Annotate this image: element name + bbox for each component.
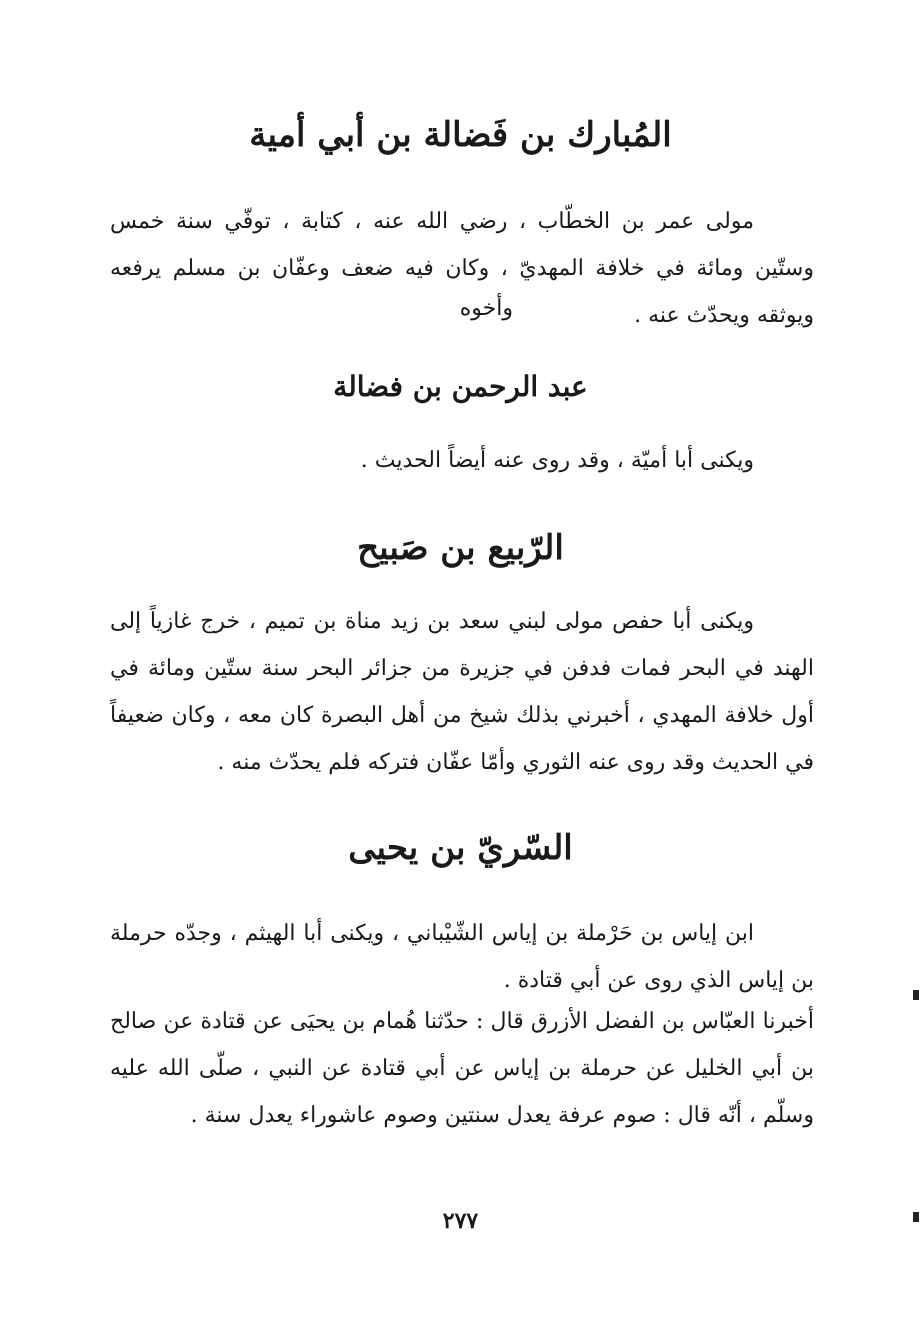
entry-body-rabi: ويكنى أبا حفص مولى لبني سعد بن زيد مناة بن تميم ، خرج غازياً إلى الهند في البحر فمات فدفن في جزيرة من جزائر البحر سنة ستّين ومائة في أول خلافة المهدي ، أخبرني بذلك شيخ من أهل البصرة كان معه ، وكان ضعيفاً في الحديث وقد روى عنه الثوري وأمّا عفّان فتركه فلم يحدّث منه . bbox=[110, 609, 814, 775]
entry-body-sari-hadith: أخبرنا العبّاس بن الفضل الأزرق قال : حدّثنا هُمام بن يحيَى عن قتادة عن صالح بن أبي الخليل عن حرملة بن إياس عن أبي قتادة عن النبي ، صلّى الله عليه وسلّم ، أنّه قال : صوم عرفة يعدل سنتين وصوم عاشوراء يعدل سنة . bbox=[110, 1009, 814, 1128]
scan-edge-mark bbox=[913, 1212, 919, 1222]
entry-title-mubarak: المُبارك بن فَضالة بن أبي أمية bbox=[249, 115, 672, 155]
entry-title-sari: السّريّ بن يحيى bbox=[348, 828, 573, 868]
entry-body-sari-lineage: ابن إياس بن حَرْملة بن إياس الشّيْباني ، ويكنى أبا الهيثم ، وجدّه حرملة بن إياس الذي روى عن أبي قتادة . bbox=[110, 921, 814, 993]
entry-title-rabi: الرّبيع بن صَبيح bbox=[357, 528, 564, 568]
page-number: ٢٧٧ bbox=[442, 1208, 479, 1234]
scan-edge-mark bbox=[913, 990, 919, 1000]
entry-body-mubarak: مولى عمر بن الخطّاب ، رضي الله عنه ، كتابة ، توفّي سنة خمس وستّين ومائة في خلافة المهديّ ، وكان فيه ضعف وعفّان بن مسلم يرفعه ويوثقه ويحدّث عنه . bbox=[110, 209, 814, 328]
entry-title-abd-al-rahman: عبد الرحمن بن فضالة bbox=[333, 370, 588, 403]
brother-label: وأخوه bbox=[459, 296, 513, 321]
entry-body-abd-al-rahman: ويكنى أبا أميّة ، وقد روى عنه أيضاً الحديث . bbox=[360, 448, 754, 473]
